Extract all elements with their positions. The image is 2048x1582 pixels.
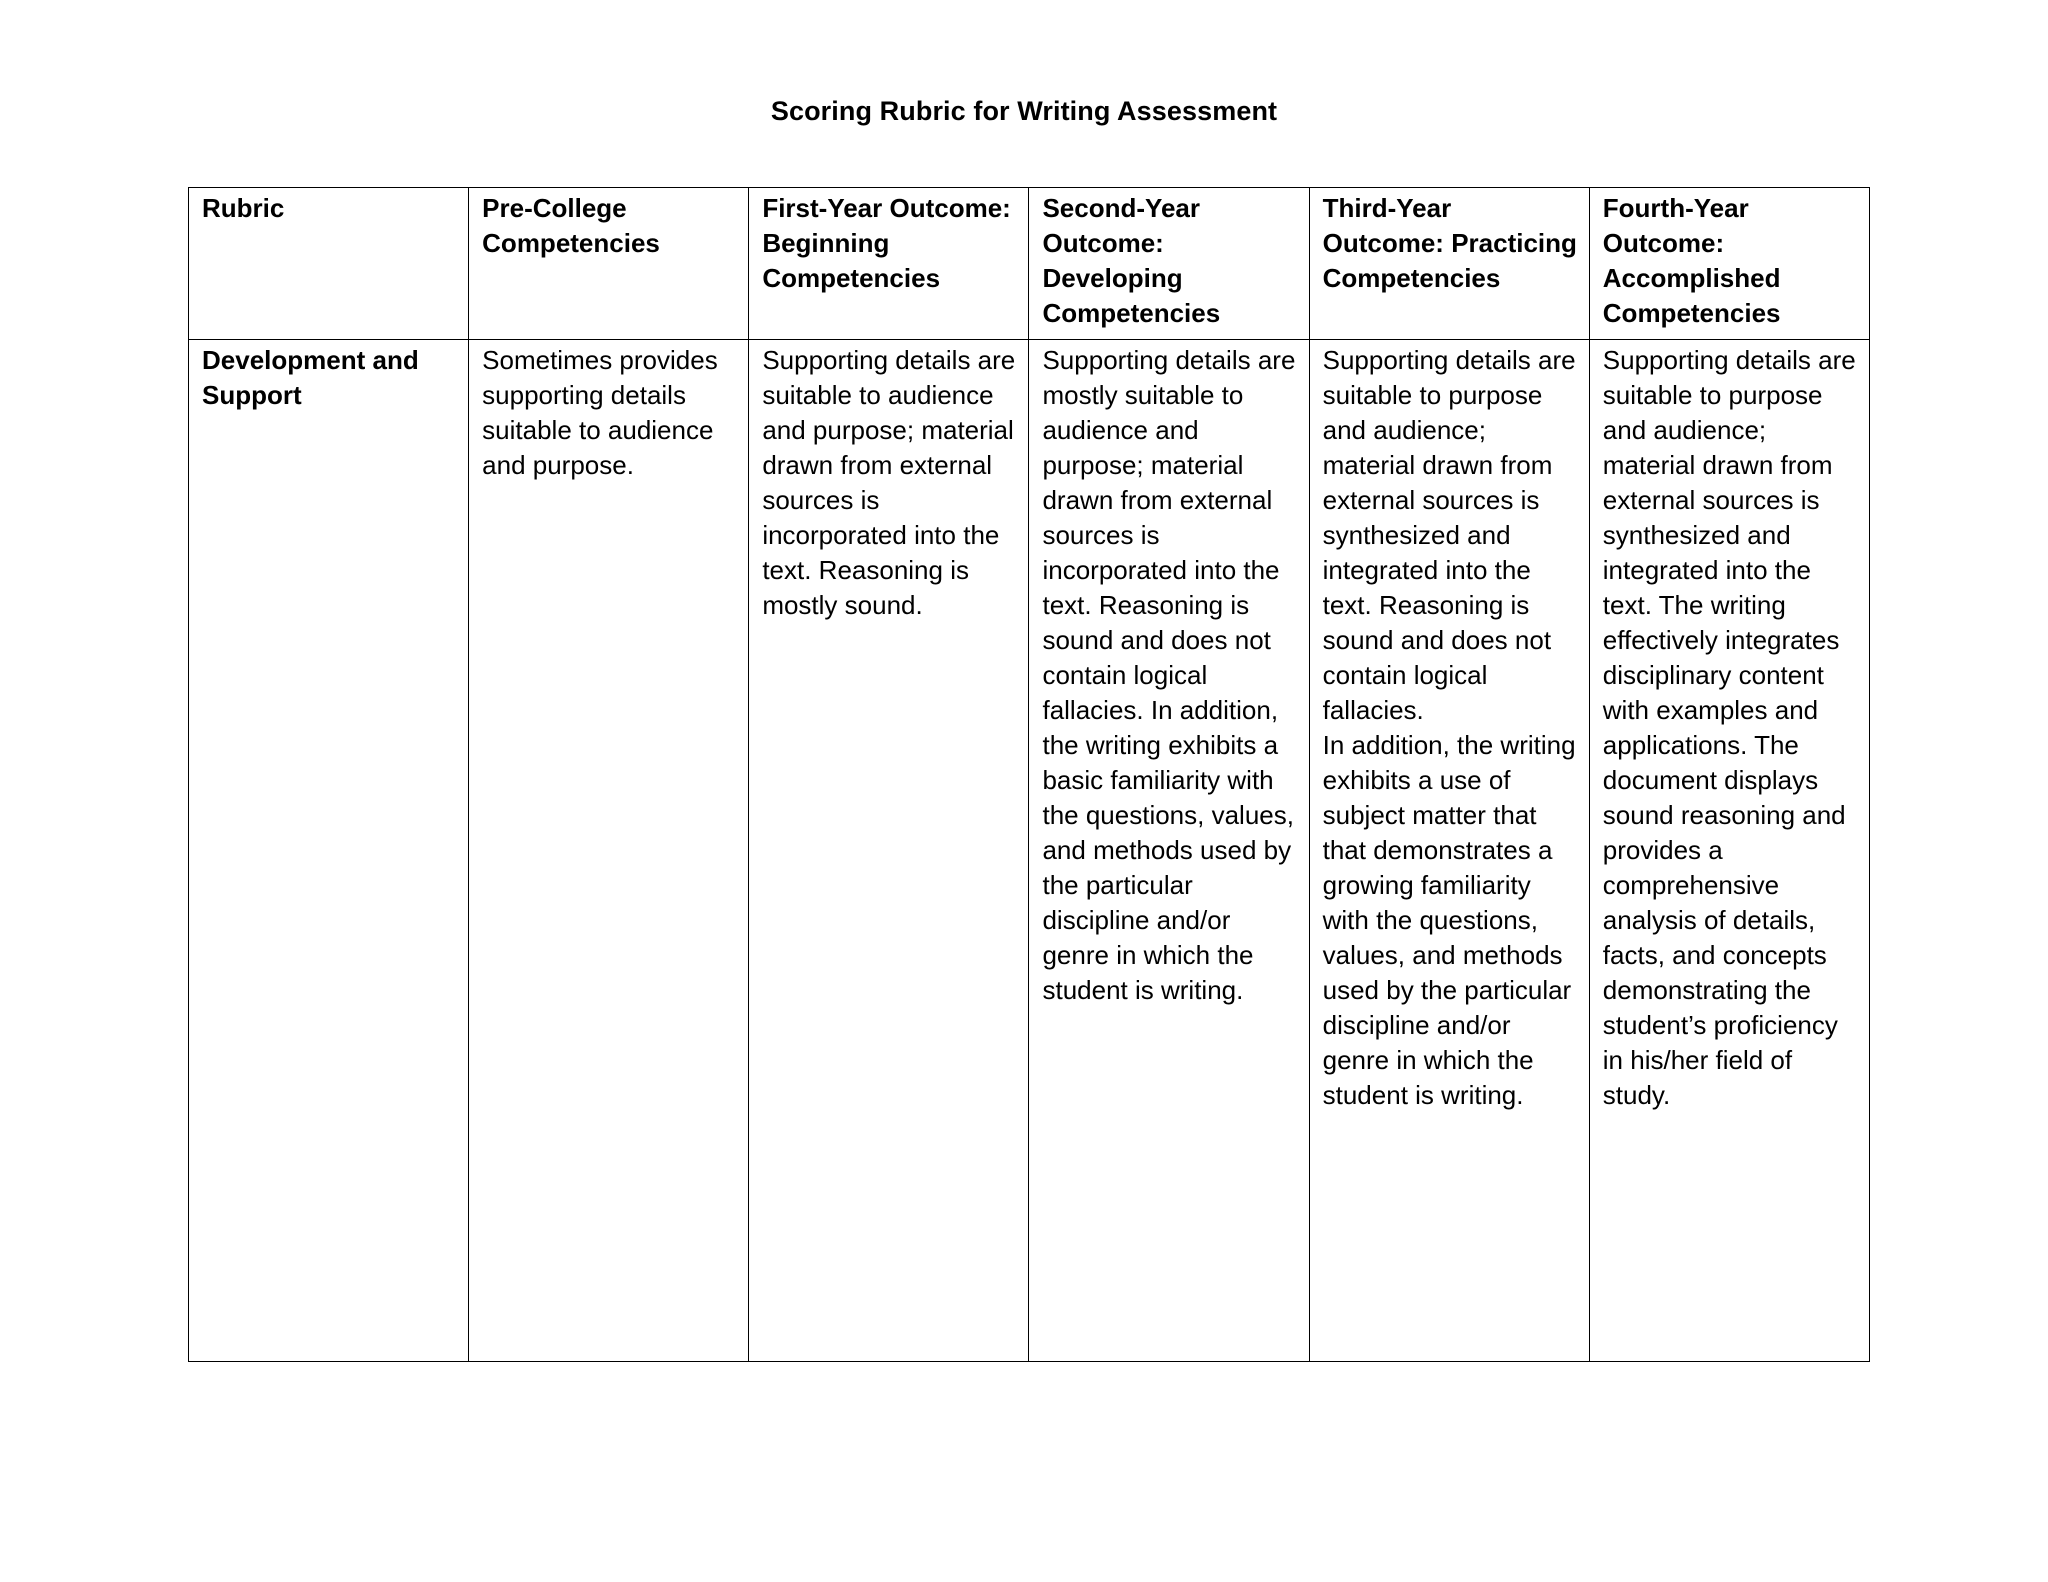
cell-fourth-year: Supporting details are suitable to purpose and audience; material drawn from external sources is synthesized and integrated into the text. The writing effectively integrates disciplinary content with examples and applications. The document displays sound reasoning and provides a comprehensive analysis of details, facts, and concepts demonstrating the student’s proficiency in his/her field of study. <box>1589 340 1869 1362</box>
rubric-table <box>188 187 1870 1362</box>
column-header-third-year: Third-Year Outcome: Practicing Competencies <box>1309 188 1589 340</box>
cell-third-year: Supporting details are suitable to purpose and audience; material drawn from external sources is synthesized and integrated into the text. Reasoning is sound and does not contain logical fallacies. In addition, the writing exhibits a use of subject matter that that demonstrates a growing familiarity with the questions, values, and methods used by the particular discipline and/or genre in which the student is writing. <box>1309 340 1589 1362</box>
row-label-development-and-support: Development and Support <box>189 340 469 1362</box>
cell-first-year: Supporting details are suitable to audience and purpose; material drawn from external sources is incorporated into the text. Reasoning is mostly sound. <box>749 340 1029 1362</box>
column-header-rubric: Rubric <box>189 188 469 340</box>
table-header-row <box>189 188 1870 340</box>
column-header-pre-college: Pre-College Competencies <box>469 188 749 340</box>
cell-second-year: Supporting details are mostly suitable to audience and purpose; material drawn from external sources is incorporated into the text. Reasoning is sound and does not contain logical fallacies. In addition, the writing exhibits a basic familiarity with the questions, values, and methods used by the particular discipline and/or genre in which the student is writing. <box>1029 340 1309 1362</box>
column-header-first-year: First-Year Outcome: Beginning Competencies <box>749 188 1029 340</box>
page-title: Scoring Rubric for Writing Assessment <box>770 96 1278 126</box>
column-header-second-year: Second-Year Outcome: Developing Competencies <box>1029 188 1309 340</box>
table-row <box>189 340 1870 1362</box>
column-header-fourth-year: Fourth-Year Outcome: Accomplished Competencies <box>1589 188 1869 340</box>
cell-pre-college: Sometimes provides supporting details suitable to audience and purpose. <box>469 340 749 1362</box>
